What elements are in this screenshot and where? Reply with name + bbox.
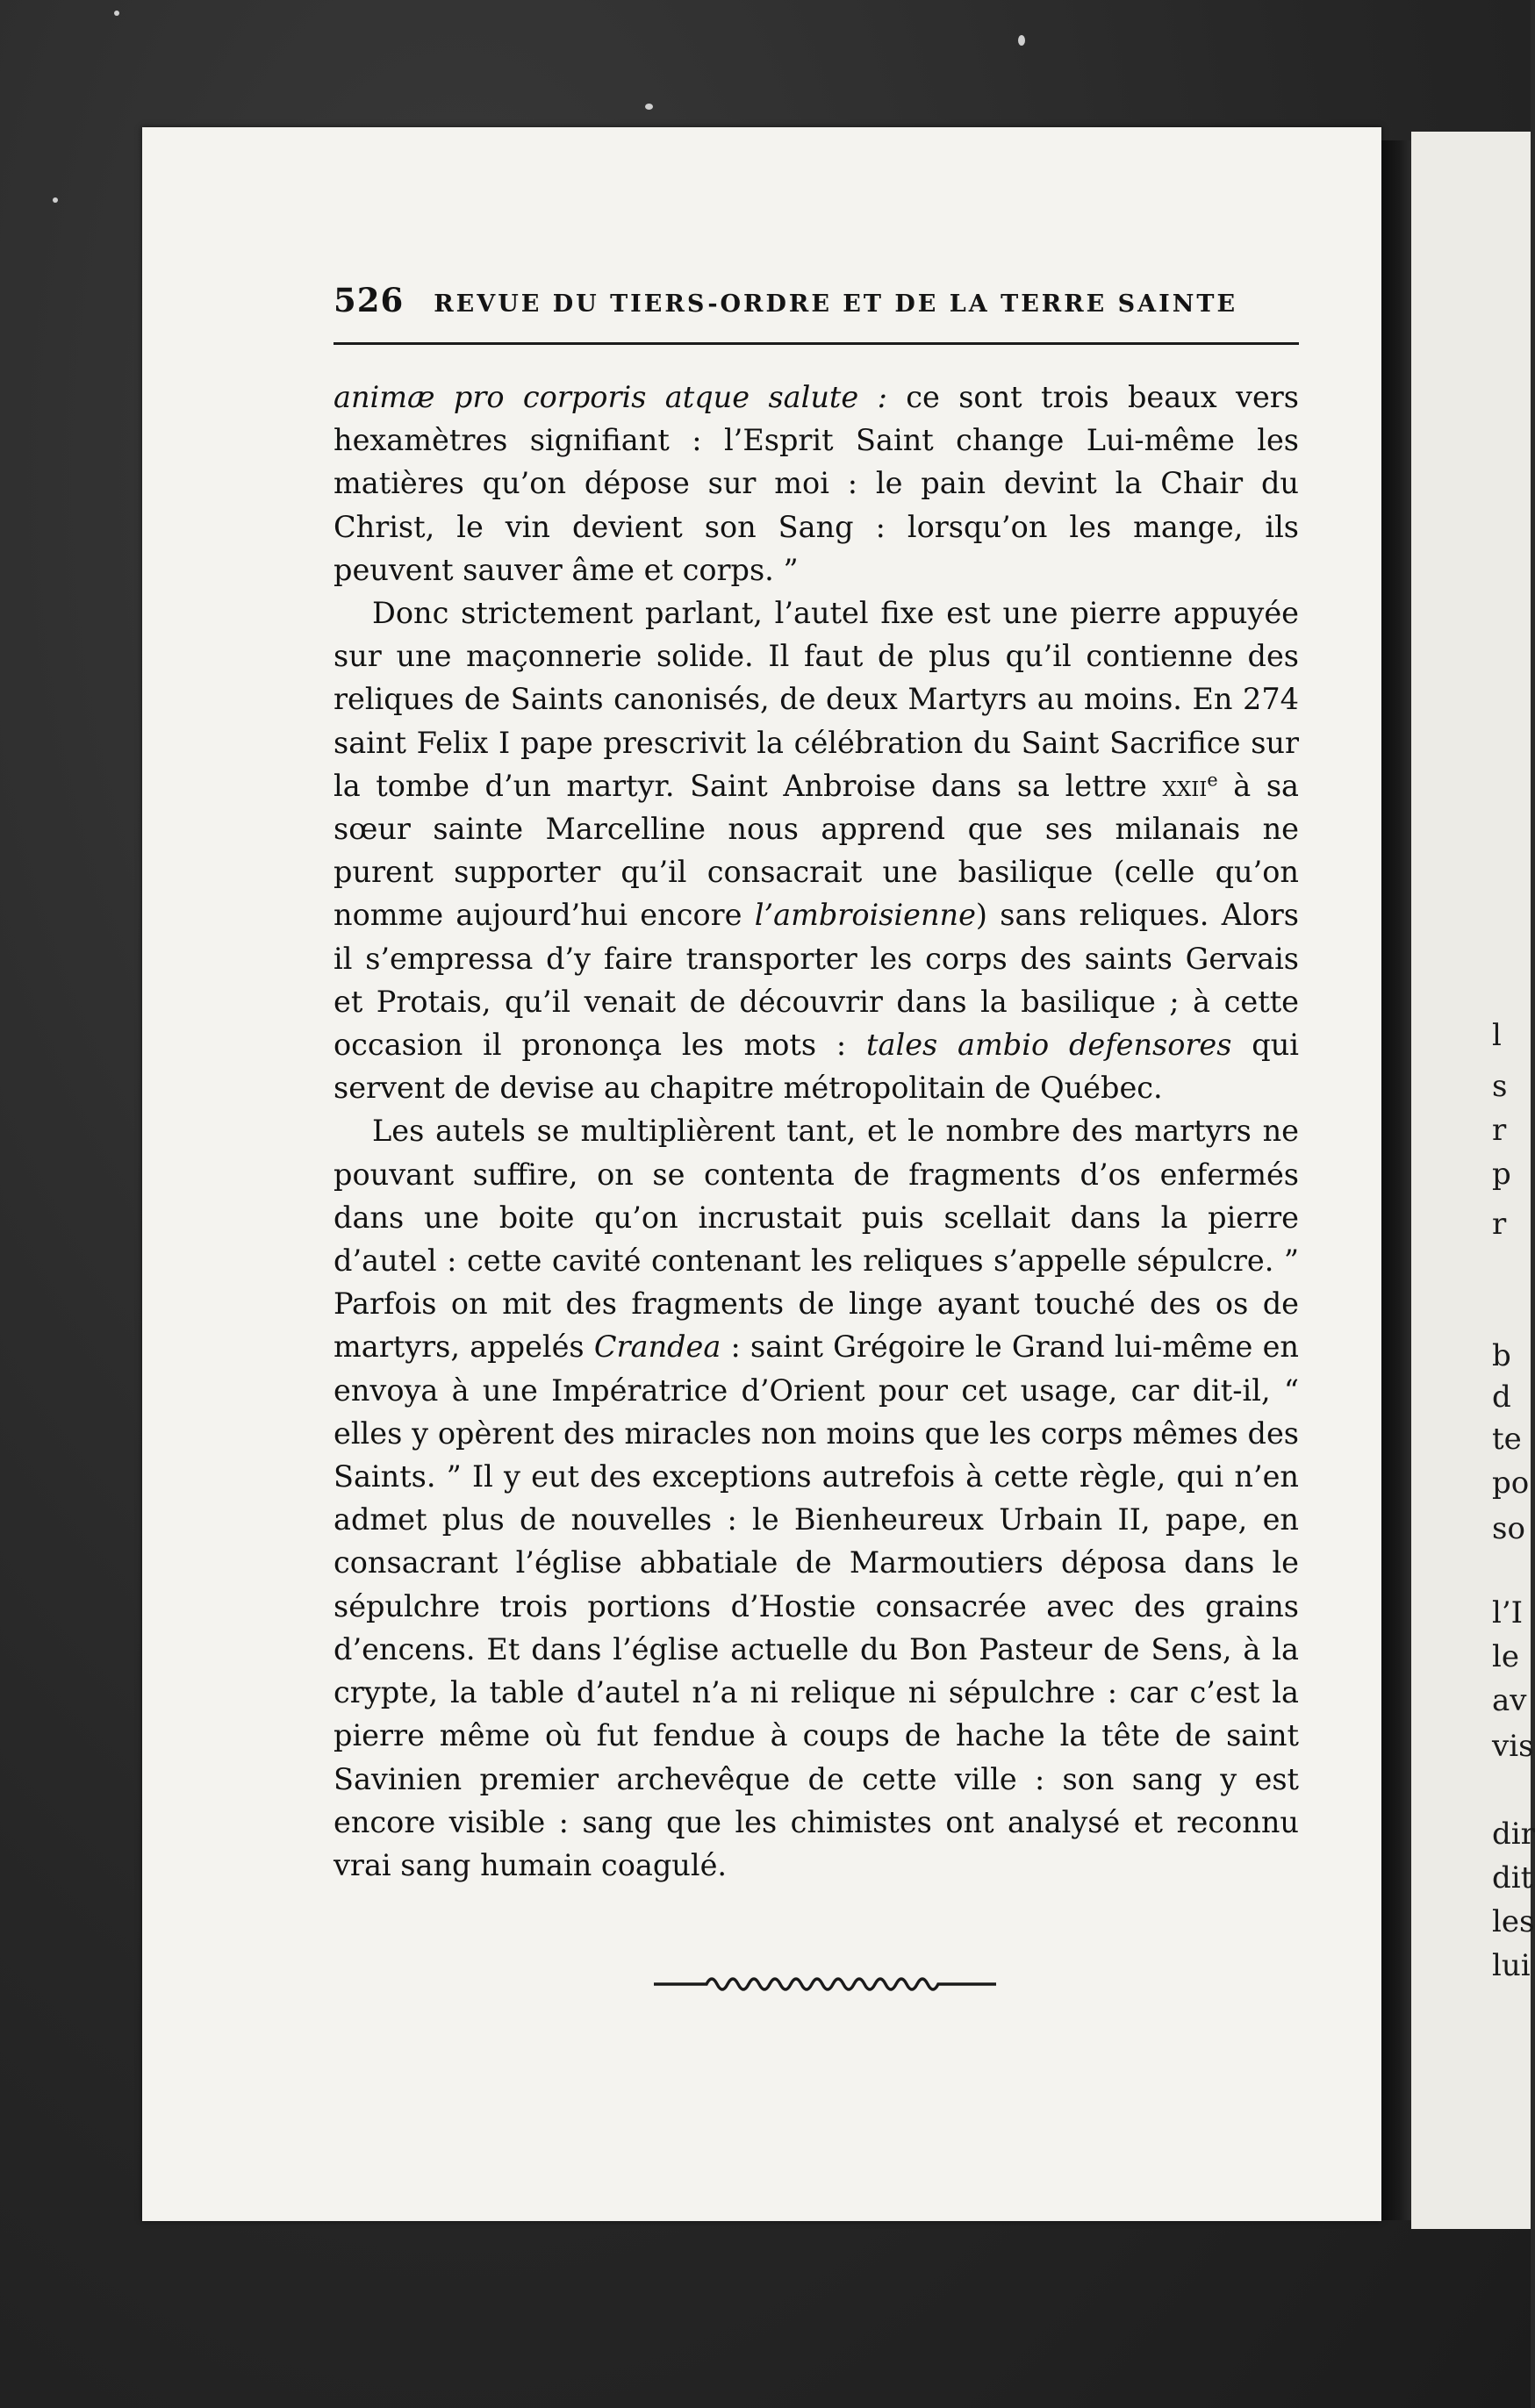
adjacent-page-fragment: av	[1492, 1683, 1527, 1718]
page-number: 526	[334, 281, 405, 319]
adjacent-page-fragment: d	[1492, 1380, 1511, 1415]
dust-speck	[114, 11, 119, 16]
text-span: qui servent de devise au chapitre métropolitain de Québec.	[334, 1028, 1299, 1106]
italic-term: Crandea	[593, 1329, 721, 1365]
paragraph-1	[334, 376, 1299, 591]
text-span: Les autels se multiplièrent tant, et le nombre des martyrs ne pouvant suffire, on se contenta de fragments d’os enfermés dans une boite qu’on incrustait puis scellait dans la pierre d’autel : cette cavité contenant les reliques s’appelle sépulcre. ” Parfois on mit des fragments de linge ayant touché des os de martyrs, appelés	[334, 1114, 1299, 1365]
text-span: : saint Grégoire le Grand lui-même en envoya à une Impératrice d’Orient pour cet usage, car dit-il, “ elles y opèrent des miracles non moins que les corps mêmes des Saints. ” Il y eut des exceptions autrefois à cette règle, qui n’en admet plus de nouvelles : le Bienheureux Urbain II, pape, en consacrant l’église abbatiale de Marmoutiers déposa dans le sépulchre trois portions d’Hostie consacrée avec des grains d’encens. Et dans l’église actuelle du Bon Pasteur de Sens, à la crypte, la table d’autel n’a ni relique ni sépulchre : car c’est la pierre même où fut fendue à coups de hache la tête de saint Savinien premier archevêque de cette ville : son sang y est encore visible : sang que les chimistes ont analysé et reconnu vrai sang humain coagulé.	[334, 1329, 1299, 1882]
body-text	[334, 376, 1299, 1887]
adjacent-page-fragment: te	[1492, 1422, 1522, 1457]
header-rule	[334, 342, 1299, 345]
adjacent-page-fragment: s	[1492, 1069, 1508, 1104]
adjacent-page-fragment: les	[1492, 1904, 1535, 1939]
adjacent-page-fragment: dir	[1492, 1817, 1535, 1852]
dust-speck	[645, 104, 653, 110]
adjacent-page-fragment: p	[1492, 1157, 1511, 1192]
adjacent-page-fragment: l’I	[1492, 1595, 1524, 1630]
page-header	[334, 281, 1299, 325]
paragraph-2	[334, 591, 1299, 1109]
adjacent-page-fragment: r	[1492, 1113, 1507, 1148]
dust-speck	[53, 197, 58, 203]
dust-speck	[1018, 35, 1025, 46]
adjacent-page-fragment: r	[1492, 1207, 1507, 1242]
adjacent-page-fragment: vis	[1492, 1729, 1534, 1764]
text-span: Donc strictement parlant, l’autel fixe est une pierre appuyée sur une maçonnerie solide. Il faut de plus qu’il contienne des reliques de Saints canonisés, de deux Martyrs au moins. En 274 saint Felix I pape prescrivit la célébration du Saint Sacrifice sur la tombe d’un martyr. Saint Anbroise dans sa lettre	[334, 596, 1299, 803]
superscript: e	[1207, 769, 1218, 791]
text-span: ce sont trois beaux vers hexamètres signifiant : l’Esprit Saint change Lui-même les matières qu’on dépose sur moi : le pain devint la Chair du Christ, le vin devient son Sang : lorsqu’on les mange, ils peuvent sauver âme et corps. ”	[334, 380, 1299, 587]
adjacent-page-fragment: dit	[1492, 1860, 1533, 1896]
end-ornament	[654, 1970, 996, 1996]
italic-term: l’ambroisienne	[754, 898, 976, 933]
text-span: à sa sœur sainte Marcelline nous apprend que ses milanais ne purent supporter qu’il consacrait une basilique (celle qu’on nomme aujourd’hui encore	[334, 768, 1299, 933]
roman-numeral: xxii	[1162, 768, 1208, 803]
adjacent-page-fragment: l	[1492, 1018, 1502, 1053]
adjacent-page-fragment: so	[1492, 1511, 1525, 1546]
text-span: ) sans reliques. Alors il s’empressa d’y faire transporter les corps des saints Gervais et Protais, qu’il venait de découvrir dans la basilique ; à cette occasion il prononça les mots :	[334, 898, 1299, 1063]
paragraph-3	[334, 1109, 1299, 1887]
latin-quotation: animæ pro corporis atque salute :	[334, 380, 887, 414]
latin-motto: tales ambio defensores	[866, 1028, 1232, 1063]
adjacent-page-fragment: b	[1492, 1338, 1511, 1373]
adjacent-page-fragment: le	[1492, 1639, 1519, 1674]
adjacent-page-fragment: po	[1492, 1466, 1530, 1501]
book-gutter	[1381, 140, 1411, 2220]
adjacent-page-fragment: lui	[1492, 1948, 1531, 1983]
running-title: REVUE DU TIERS-ORDRE ET DE LA TERRE SAINTE	[434, 290, 1238, 318]
